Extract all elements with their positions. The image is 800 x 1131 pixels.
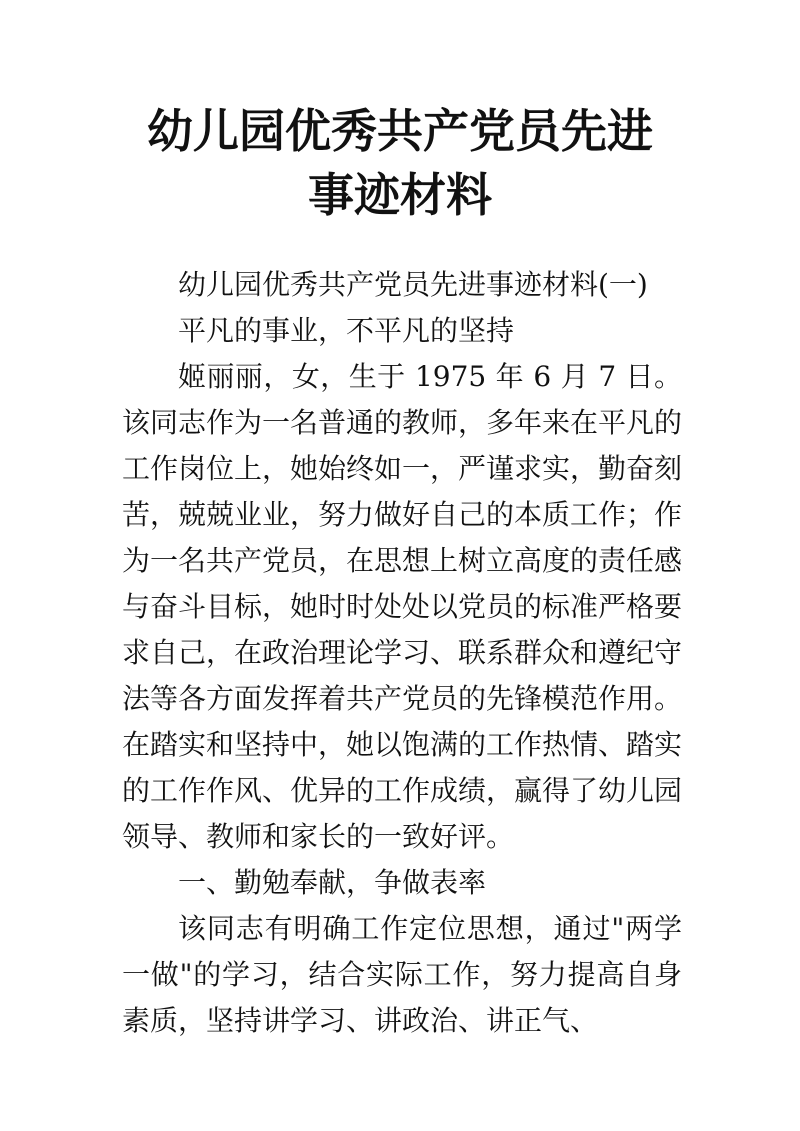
document-title-line-1: 幼儿园优秀共产党员先进 (147, 104, 653, 158)
body-paragraph: 姬丽丽，女，生于 1975 年 6 月 7 日。该同志作为一名普通的教师，多年来在平凡的工作岗位上，她始终如一，严谨求实，勤奋刻苦，兢兢业业，努力做好自己的本质工作；作为一名共产党员，在思想上树立高度的责任感与奋斗目标，她时时处处以党员的标准严格要求自己，在政治理论学习、联系群众和遵纪守法等各方面发挥着共产党员的先锋模范作用。在踏实和坚持中，她以饱满的工作热情、踏实的工作作风、优异的工作成绩，赢得了幼儿园领导、教师和家长的一致好评。 (122, 360, 683, 853)
document-title-line-2: 事迹材料 (308, 168, 492, 222)
subtitle-paragraph: 幼儿园优秀共产党员先进事迹材料(一) (178, 268, 648, 301)
body-paragraph: 该同志有明确工作定位思想，通过"两学一做"的学习，结合实际工作，努力提高自身素质，坚持讲学习、讲政治、讲正气、 (122, 912, 682, 1037)
section-heading-paragraph: 平凡的事业，不平凡的坚持 (178, 314, 515, 347)
document-body (122, 262, 682, 1044)
section-heading-paragraph: 一、勤勉奉献，争做表率 (178, 866, 487, 899)
